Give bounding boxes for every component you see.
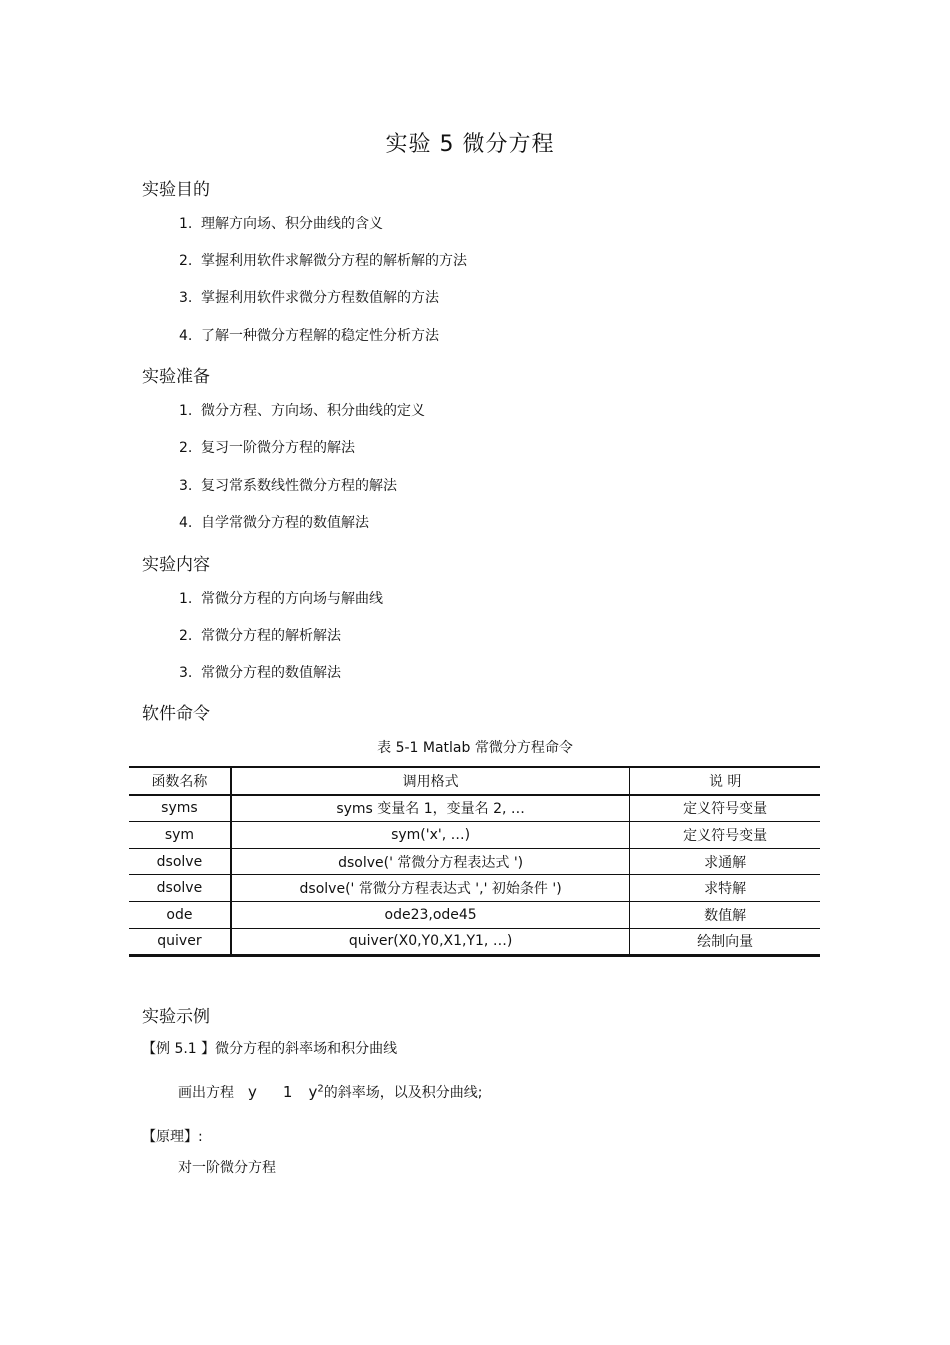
list-item: [179, 625, 341, 645]
example-label: 【例 5.1 】微分方程的斜率场和积分曲线: [142, 1041, 398, 1057]
list-item-number: 1.: [179, 216, 193, 232]
list-item: [179, 213, 383, 233]
table-cell: 定义符号变量: [630, 822, 820, 849]
list-item: [179, 325, 439, 345]
list-item-text: 了解一种微分方程解的稳定性分析方法: [201, 328, 439, 344]
section-heading-preparation: 实验准备: [142, 367, 210, 387]
table-cell: syms: [129, 795, 231, 822]
list-item: [179, 588, 383, 608]
list-item-number: 2.: [179, 440, 193, 456]
list-item: [179, 250, 467, 270]
list-item-number: 2.: [179, 628, 193, 644]
list-item: [179, 662, 341, 682]
table-cell: quiver(X0,Y0,X1,Y1, …): [231, 928, 630, 956]
principle-text: 对一阶微分方程: [178, 1160, 276, 1176]
principle-label: 【原理】:: [142, 1129, 203, 1145]
list-item-number: 3.: [179, 665, 193, 681]
section-heading-software: 软件命令: [142, 704, 210, 724]
list-item-number: 2.: [179, 253, 193, 269]
table-header-cell: 说 明: [630, 767, 820, 795]
section-heading-purpose: 实验目的: [142, 180, 210, 200]
table-cell: dsolve: [129, 848, 231, 875]
list-item: [179, 400, 425, 420]
formula-suffix: 的斜率场，以及积分曲线;: [323, 1085, 483, 1101]
list-item-text: 掌握利用软件求解微分方程的解析解的方法: [201, 253, 467, 269]
list-item-number: 1.: [179, 591, 193, 607]
list-item-text: 自学常微分方程的数值解法: [201, 515, 369, 531]
table-cell: 求通解: [630, 848, 820, 875]
list-item-number: 3.: [179, 478, 193, 494]
table-header-cell: 函数名称: [129, 767, 231, 795]
list-item-number: 1.: [179, 403, 193, 419]
table-header-row: [129, 767, 820, 795]
example-formula: [178, 1082, 482, 1102]
list-item-text: 常微分方程的数值解法: [201, 665, 341, 681]
table-cell: dsolve(' 常微分方程表达式 '): [231, 848, 630, 875]
list-item-text: 常微分方程的方向场与解曲线: [201, 591, 383, 607]
list-item-text: 复习一阶微分方程的解法: [201, 440, 355, 456]
formula-prefix: 画出方程: [178, 1085, 234, 1101]
section-heading-examples: 实验示例: [142, 1007, 210, 1027]
list-item: [179, 475, 397, 495]
list-item-number: 4.: [179, 515, 193, 531]
table-row: [129, 928, 820, 956]
formula-one: 1: [282, 1083, 293, 1101]
table-cell: sym: [129, 822, 231, 849]
list-item: [179, 512, 369, 532]
command-table: [129, 766, 820, 957]
list-item-number: 4.: [179, 328, 193, 344]
formula-exponent: 2: [317, 1083, 324, 1095]
table-cell: ode23,ode45: [231, 901, 630, 928]
table-cell: 绘制向量: [630, 928, 820, 956]
table-cell: sym('x', …): [231, 822, 630, 849]
table-cell: 定义符号变量: [630, 795, 820, 822]
table-cell: quiver: [129, 928, 231, 956]
table-header-cell: 调用格式: [231, 767, 630, 795]
list-item: [179, 287, 439, 307]
table-caption: 表 5-1 Matlab 常微分方程命令: [377, 740, 573, 756]
table-cell: dsolve(' 常微分方程表达式 ',' 初始条件 '): [231, 875, 630, 902]
list-item-text: 掌握利用软件求微分方程数值解的方法: [201, 290, 439, 306]
list-item-text: 复习常系数线性微分方程的解法: [201, 478, 397, 494]
table-cell: 求特解: [630, 875, 820, 902]
table-row: [129, 875, 820, 902]
list-item-text: 理解方向场、积分曲线的含义: [201, 216, 383, 232]
table-cell: 数值解: [630, 901, 820, 928]
table-cell: dsolve: [129, 875, 231, 902]
list-item: [179, 437, 355, 457]
table-row: [129, 795, 820, 822]
formula-y: y: [248, 1083, 257, 1101]
page-title: 实验 5 微分方程: [385, 132, 555, 157]
section-heading-content: 实验内容: [142, 555, 210, 575]
table-row: [129, 901, 820, 928]
list-item-number: 3.: [179, 290, 193, 306]
table-row: [129, 848, 820, 875]
list-item-text: 常微分方程的解析解法: [201, 628, 341, 644]
table-cell: syms 变量名 1，变量名 2, …: [231, 795, 630, 822]
table-cell: ode: [129, 901, 231, 928]
table-row: [129, 822, 820, 849]
list-item-text: 微分方程、方向场、积分曲线的定义: [201, 403, 425, 419]
formula-y-squared: y: [308, 1083, 318, 1101]
